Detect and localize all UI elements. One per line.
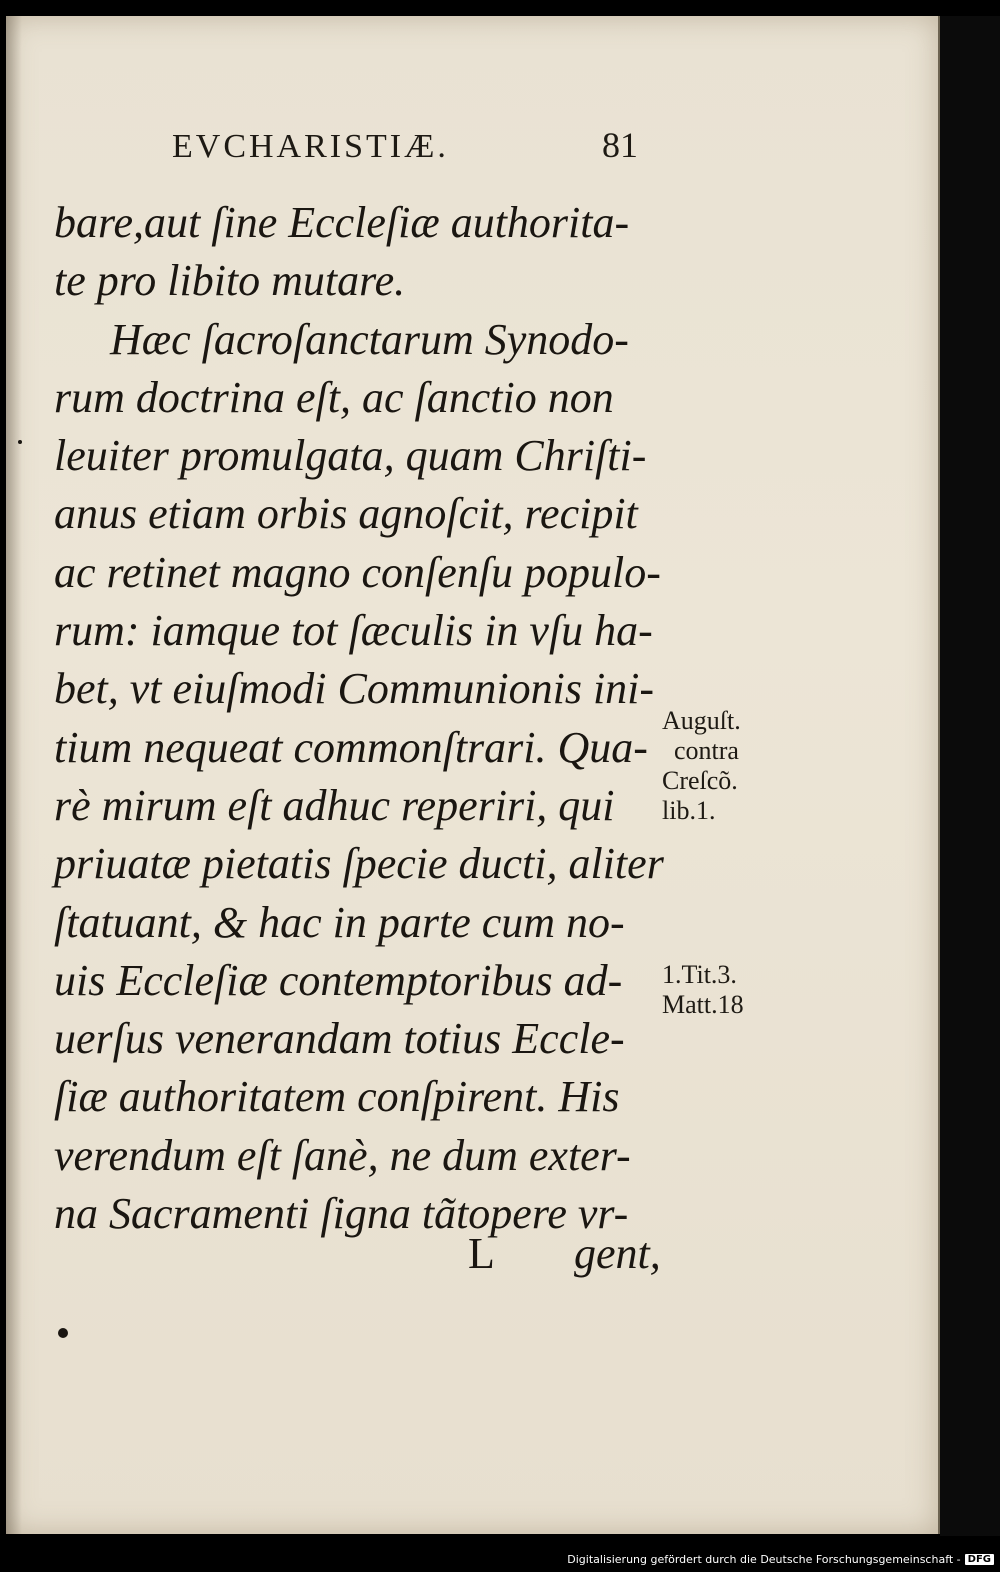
text-line: tium nequeat commonſtrari. Qua- xyxy=(54,722,648,772)
text-line: bet, vt eiuſmodi Communionis ini- xyxy=(54,664,655,714)
text-line: verendum eſt ſanè, ne dum exter- xyxy=(54,1130,631,1180)
text-line: rum doctrina eſt, ac ſanctio non xyxy=(54,372,614,422)
margin-note-line: 1.Tit.3. xyxy=(662,960,737,989)
margin-note-line: contra xyxy=(674,736,739,765)
text-line: uerſus venerandam totius Eccle- xyxy=(54,1014,625,1064)
text-line: rè mirum eſt adhuc reperiri, qui xyxy=(54,780,615,830)
text-line: ſtatuant, & hac in parte cum no- xyxy=(54,897,625,947)
page-number: 81 xyxy=(602,125,638,165)
margin-note-augustine xyxy=(662,706,741,826)
ink-spot xyxy=(18,440,22,444)
book-page xyxy=(6,16,940,1534)
text-line: ac retinet magno conſenſu populo- xyxy=(54,547,661,597)
text-line: rum: iamque tot ſæculis in vſu ha- xyxy=(54,606,653,656)
footer-text: Digitalisierung gefördert durch die Deutsche Forschungsgemeinschaft - xyxy=(567,1553,961,1566)
text-line: leuiter promulgata, quam Chriſti- xyxy=(54,431,647,481)
margin-note-line: lib.1. xyxy=(662,796,716,825)
text-line: bare,aut ſine Eccleſiæ authorita- xyxy=(54,198,630,247)
catchword-line xyxy=(6,1228,686,1288)
margin-note-scripture xyxy=(662,960,744,1020)
text-line: te pro libito mutare. xyxy=(54,256,406,306)
text-line: anus etiam orbis agnoſcit, recipit xyxy=(54,489,638,539)
margin-note-line: Creſcõ. xyxy=(662,766,738,795)
ink-spot xyxy=(58,1328,68,1338)
text-line: uis Eccleſiæ contemptoribus ad- xyxy=(54,955,623,1005)
page-header xyxy=(172,125,638,178)
text-line: Hæc ſacroſanctarum Synodo- xyxy=(110,314,629,364)
text-line: na Sacramenti ſigna tãtopere vr- xyxy=(54,1189,629,1239)
catchword: gent, xyxy=(574,1229,661,1278)
running-title: EVCHARISTIÆ. xyxy=(172,128,449,165)
margin-note-line: Matt.18 xyxy=(662,990,744,1019)
text-line: priuatæ pietatis ſpecie ducti, aliter xyxy=(54,839,664,889)
main-text xyxy=(54,194,674,1243)
signature-mark: L xyxy=(468,1229,495,1278)
dfg-logo-icon: DFG xyxy=(965,1554,994,1565)
margin-note-line: Auguſt. xyxy=(662,706,741,735)
digitization-footer xyxy=(567,1553,994,1566)
text-line: ſiæ authoritatem conſpirent. His xyxy=(54,1072,620,1122)
scan-background xyxy=(940,16,1000,1536)
